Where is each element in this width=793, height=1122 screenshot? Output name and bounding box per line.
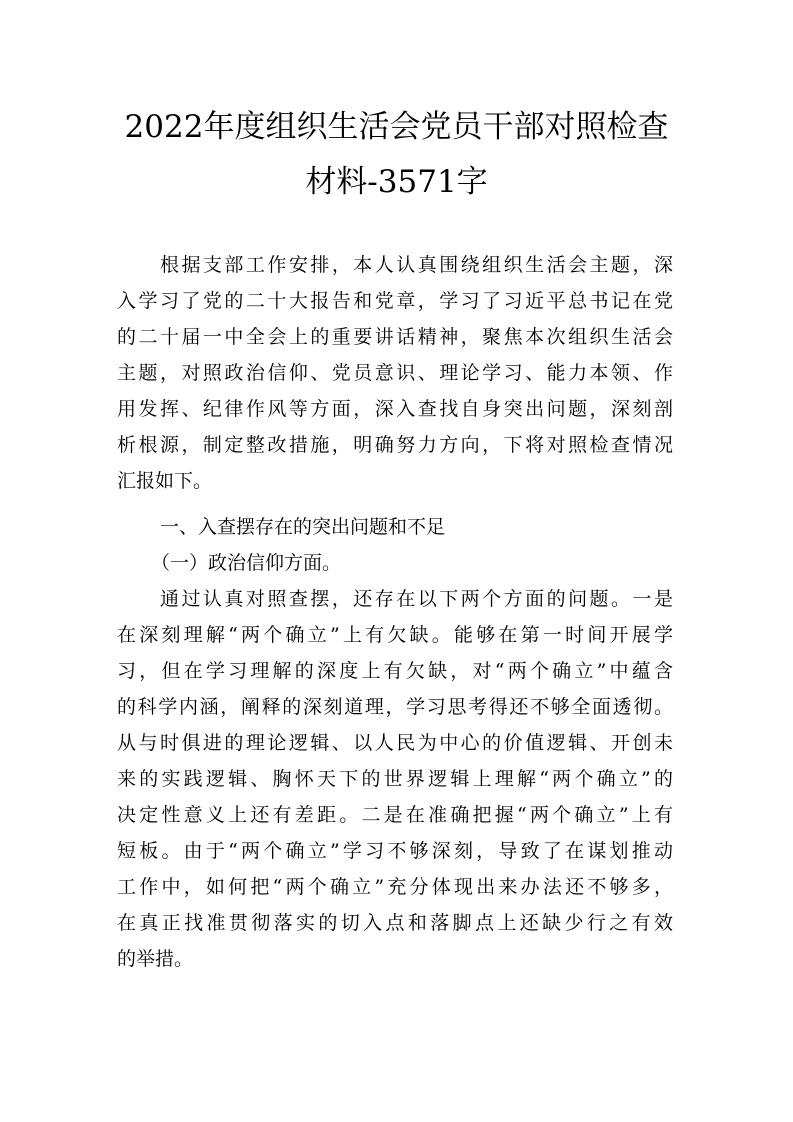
- text-line: 汇报如下。: [117, 470, 213, 492]
- document-title-line-1: 2022年度组织生活会党员干部对照检查: [124, 109, 669, 145]
- subsection-heading: （一）政治信仰方面。: [151, 552, 342, 574]
- text-line: 短板。由于“两个确立”学习不够深刻，导致了在谋划推动: [117, 840, 673, 862]
- text-line: 从与时俱进的理论逻辑、以人民为中心的价值逻辑、开创未: [117, 732, 673, 754]
- text-line: 工作中，如何把“两个确立”充分体现出来办法还不够多，: [117, 876, 673, 898]
- text-line: 的二十届一中全会上的重要讲话精神，聚焦本次组织生活会: [117, 326, 673, 348]
- text-line: 习，但在学习理解的深度上有欠缺，对“两个确立”中蕴含: [117, 660, 673, 682]
- text-line: 主题，对照政治信仰、党员意识、理论学习、能力本领、作: [117, 362, 673, 384]
- text-line: 用发挥、纪律作风等方面，深入查找自身突出问题，深刻剖: [117, 398, 673, 420]
- text-line: 的举措。: [117, 948, 194, 970]
- document-title-line-2: 材料-3571字: [305, 164, 488, 200]
- text-line: 在深刻理解“两个确立”上有欠缺。能够在第一时间开展学: [117, 624, 673, 646]
- text-line: 来的实践逻辑、胸怀天下的世界逻辑上理解“两个确立”的: [117, 768, 673, 790]
- text-line: 析根源，制定整改措施，明确努力方向，下将对照检查情况: [117, 434, 673, 456]
- text-line: 的科学内涵，阐释的深刻道理，学习思考得还不够全面透彻。: [117, 696, 673, 718]
- text-line: 入学习了党的二十大报告和党章，学习了习近平总书记在党: [117, 290, 673, 312]
- text-line: 决定性意义上还有差距。二是在准确把握“两个确立”上有: [117, 804, 673, 826]
- text-line: 根据支部工作安排，本人认真围绕组织生活会主题，深: [160, 254, 673, 276]
- section-block: [117, 509, 673, 977]
- paragraph-intro: [117, 247, 673, 499]
- section-heading: 一、入查摆存在的突出问题和不足: [160, 516, 446, 538]
- text-line: 通过认真对照查摆，还存在以下两个方面的问题。一是: [160, 588, 673, 610]
- paragraph-political-belief: [117, 581, 673, 977]
- text-line: 在真正找准贯彻落实的切入点和落脚点上还缺少行之有效: [117, 912, 673, 934]
